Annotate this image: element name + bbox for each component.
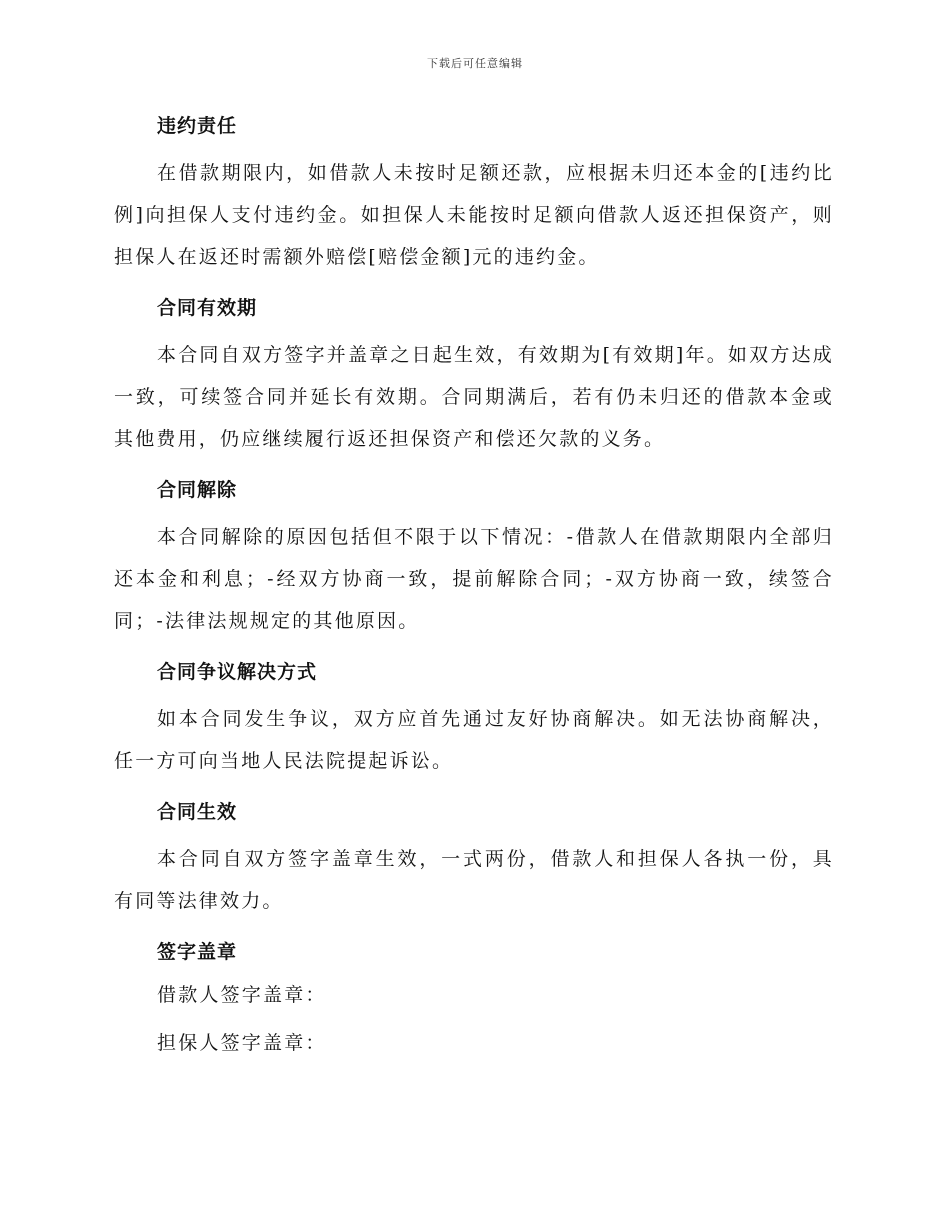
section-heading: 合同争议解决方式 <box>157 661 318 683</box>
section-contract-termination <box>114 474 834 642</box>
section-heading: 合同有效期 <box>157 297 258 319</box>
document-body <box>114 110 834 1070</box>
section-breach-liability <box>114 110 834 278</box>
guarantor-signature-label: 担保人签字盖章： <box>157 1032 327 1054</box>
section-contract-effect <box>114 796 834 922</box>
section-heading: 合同解除 <box>157 479 238 501</box>
section-paragraph: 在借款期限内，如借款人未按时足额还款，应根据未归还本金的[违约比例]向担保人支付违约金。如担保人未能按时足额向借款人返还担保资产，则担保人在返还时需额外赔偿[赔偿金额]元的违约金。 <box>114 162 834 268</box>
section-contract-validity <box>114 292 834 460</box>
borrower-signature-label: 借款人签字盖章： <box>157 984 327 1006</box>
header-note: 下载后可任意编辑 <box>427 57 523 70</box>
section-dispute-resolution <box>114 656 834 782</box>
section-heading: 签字盖章 <box>157 941 238 963</box>
section-paragraph: 如本合同发生争议，双方应首先通过友好协商解决。如无法协商解决，任一方可向当地人民法院提起诉讼。 <box>114 708 834 772</box>
section-paragraph: 本合同解除的原因包括但不限于以下情况：-借款人在借款期限内全部归还本金和利息；-经双方协商一致，提前解除合同；-双方协商一致，续签合同；-法律法规规定的其他原因。 <box>114 526 834 632</box>
section-signature <box>114 936 834 1064</box>
section-heading: 合同生效 <box>157 801 238 823</box>
section-paragraph: 本合同自双方签字并盖章之日起生效，有效期为[有效期]年。如双方达成一致，可续签合同并延长有效期。合同期满后，若有仍未归还的借款本金或其他费用，仍应继续履行返还担保资产和偿还欠款的义务。 <box>114 344 834 450</box>
section-heading: 违约责任 <box>157 115 238 137</box>
section-paragraph: 本合同自双方签字盖章生效，一式两份，借款人和担保人各执一份，具有同等法律效力。 <box>114 848 834 912</box>
